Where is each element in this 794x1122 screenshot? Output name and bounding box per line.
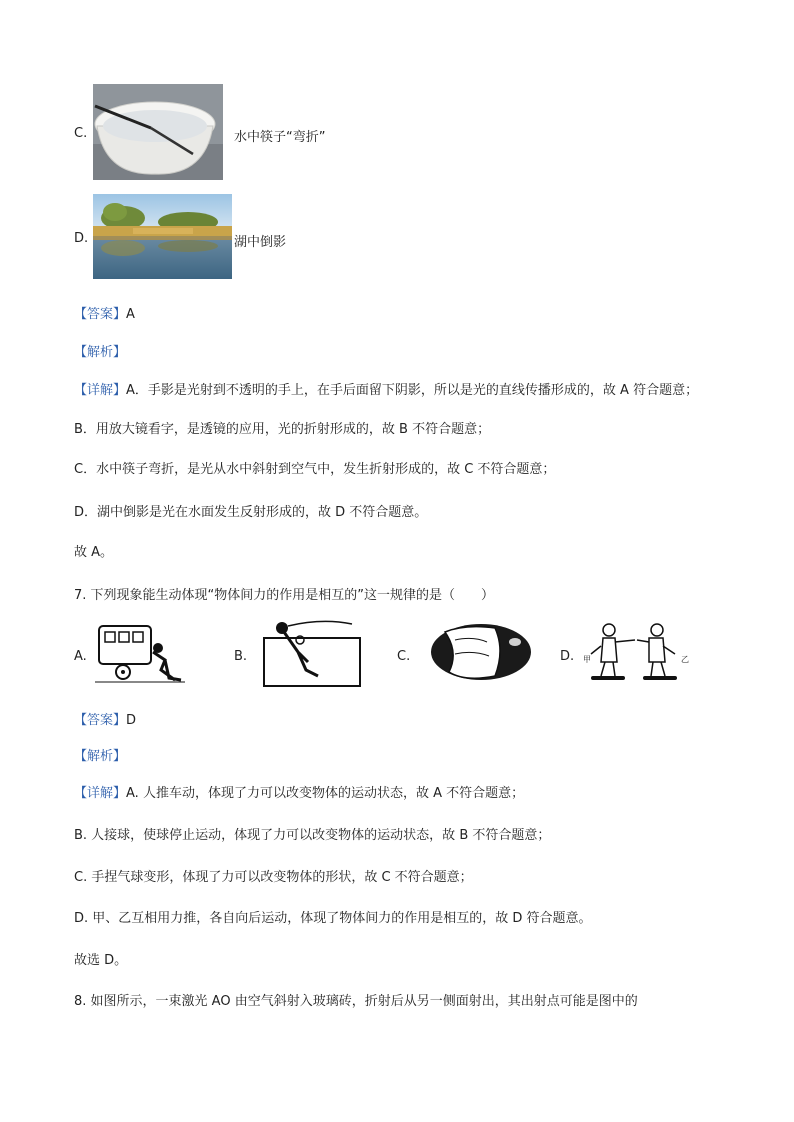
q7-detail-line-c: C. 手捏气球变形，体现了力可以改变物体的形状，故 C 不符合题意； — [74, 870, 473, 885]
q7-figure-b-catch-ball — [262, 618, 362, 688]
q7-detail-line-b: B. 人接球，使球停止运动，体现了力可以改变物体的运动状态，故 B 不符合题意； — [74, 828, 551, 843]
q7-analysis-tag: 【解析】 — [74, 749, 127, 764]
q8-stem: 8. 如图所示，一束激光 AO 由空气斜射入玻璃砖，折射后从另一侧面射出，其出射点可能是图中的 — [74, 994, 638, 1009]
q7-figure-d-mutual-push — [583, 620, 693, 686]
q6-detail-line-c: C．水中筷子弯折，是光从水中斜射到空气中，发生折射形成的，故 C 不符合题意； — [74, 462, 556, 477]
q7-answer — [74, 709, 136, 728]
q7-option-a-letter: A. — [74, 649, 87, 664]
chopsticks-in-water-photo — [93, 84, 223, 180]
q6-analysis-tag: 【解析】 — [74, 345, 127, 360]
q7-option-c-letter: C. — [397, 649, 411, 664]
figure-d-label-yi: 乙 — [681, 655, 689, 664]
q6-answer — [74, 303, 135, 322]
q7-option-d-letter: D. — [560, 649, 575, 664]
detail-text: A．手影是光射到不透明的手上，在手后面留下阴影，所以是光的直线传播形成的，故 A 符合题意； — [126, 383, 699, 398]
q6-conclusion: 故 A。 — [74, 545, 114, 560]
detail-tag: 【详解】 — [74, 786, 127, 801]
answer-tag: 【答案】 — [74, 713, 127, 728]
detail-text: A. 人推车动，体现了力可以改变物体的运动状态，故 A 不符合题意； — [126, 786, 525, 801]
q7-option-b-letter: B. — [234, 649, 248, 664]
q6-detail-line-a — [74, 379, 698, 398]
option-d-caption: 湖中倒影 — [234, 235, 287, 250]
q6-detail-line-b: B．用放大镜看字，是透镜的应用，光的折射形成的，故 B 不符合题意； — [74, 422, 491, 437]
figure-d-label-jia: 甲 — [583, 655, 591, 664]
option-c-letter: C. — [74, 126, 88, 141]
option-c-caption: 水中筷子“弯折” — [234, 130, 326, 145]
q7-detail-line-d: D. 甲、乙互相用力推，各自向后运动，体现了物体间力的作用是相互的，故 D 符合题意。 — [74, 911, 592, 926]
detail-tag: 【详解】 — [74, 383, 127, 398]
lake-reflection-photo — [93, 194, 232, 279]
q7-conclusion: 故选 D。 — [74, 953, 128, 968]
q7-figure-a-push-car — [95, 620, 187, 684]
q6-detail-line-d: D．湖中倒影是光在水面发生反射形成的，故 D 不符合题意。 — [74, 505, 428, 520]
q7-detail-line-a — [74, 782, 524, 801]
q7-stem: 7. 下列现象能生动体现“物体间力的作用是相互的”这一规律的是（ ） — [74, 588, 495, 603]
option-d-letter: D. — [74, 231, 89, 246]
answer-tag: 【答案】 — [74, 307, 127, 322]
answer-value: D — [126, 713, 137, 728]
answer-value: A — [126, 307, 135, 322]
q7-figure-c-squeeze-balloon — [425, 620, 535, 684]
